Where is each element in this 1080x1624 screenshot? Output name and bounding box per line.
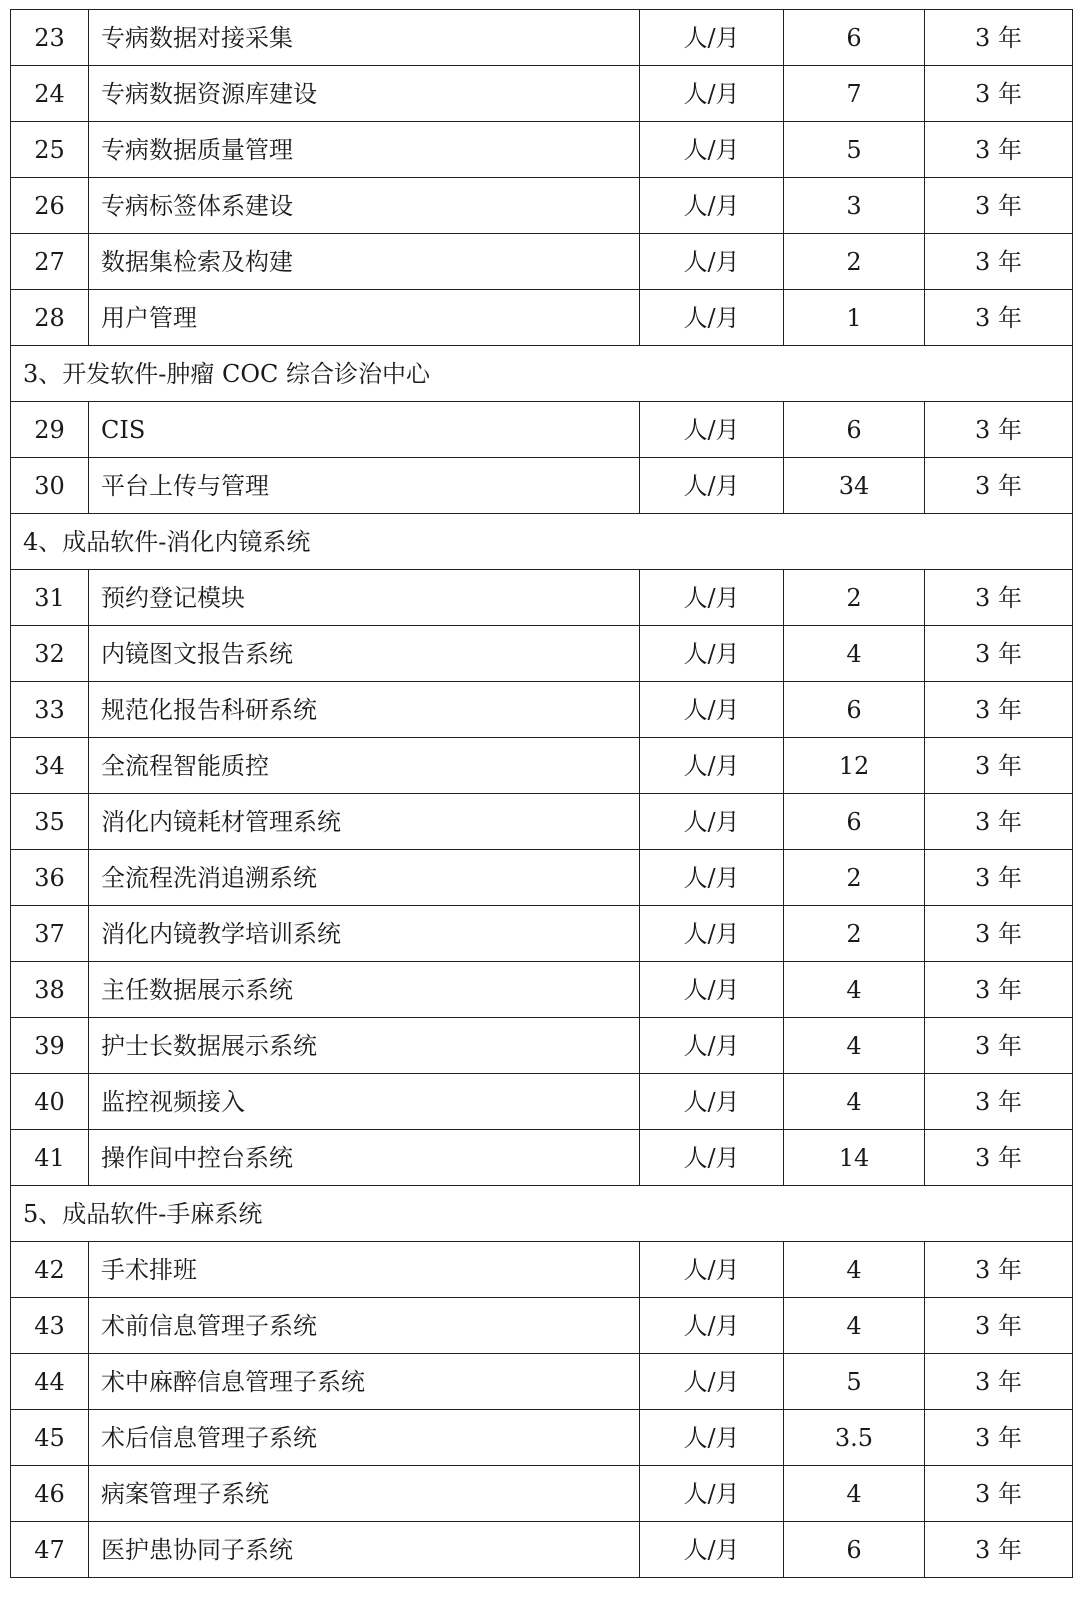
item-name: 内镜图文报告系统 xyxy=(89,626,640,682)
table-row xyxy=(11,1298,1073,1354)
quantity-cell: 4 xyxy=(784,1018,925,1074)
quantity-cell: 5 xyxy=(784,1354,925,1410)
table-row xyxy=(11,178,1073,234)
item-name: 规范化报告科研系统 xyxy=(89,682,640,738)
unit-cell: 人/月 xyxy=(640,1130,784,1186)
section-title: 3、开发软件-肿瘤 COC 综合诊治中心 xyxy=(11,346,1073,402)
term-cell: 3 年 xyxy=(925,1466,1073,1522)
term-cell: 3 年 xyxy=(925,402,1073,458)
row-number: 28 xyxy=(11,290,89,346)
term-cell: 3 年 xyxy=(925,178,1073,234)
row-number: 41 xyxy=(11,1130,89,1186)
row-number: 42 xyxy=(11,1242,89,1298)
item-name: 消化内镜耗材管理系统 xyxy=(89,794,640,850)
term-cell: 3 年 xyxy=(925,1298,1073,1354)
row-number: 30 xyxy=(11,458,89,514)
table-row xyxy=(11,1242,1073,1298)
table-row xyxy=(11,1018,1073,1074)
unit-cell: 人/月 xyxy=(640,1522,784,1578)
term-cell: 3 年 xyxy=(925,10,1073,66)
unit-cell: 人/月 xyxy=(640,234,784,290)
row-number: 26 xyxy=(11,178,89,234)
row-number: 35 xyxy=(11,794,89,850)
row-number: 43 xyxy=(11,1298,89,1354)
unit-cell: 人/月 xyxy=(640,682,784,738)
row-number: 24 xyxy=(11,66,89,122)
term-cell: 3 年 xyxy=(925,626,1073,682)
unit-cell: 人/月 xyxy=(640,66,784,122)
quantity-cell: 6 xyxy=(784,10,925,66)
unit-cell: 人/月 xyxy=(640,570,784,626)
unit-cell: 人/月 xyxy=(640,1466,784,1522)
unit-cell: 人/月 xyxy=(640,1074,784,1130)
item-name: 专病数据对接采集 xyxy=(89,10,640,66)
unit-cell: 人/月 xyxy=(640,10,784,66)
table-row xyxy=(11,402,1073,458)
quantity-cell: 4 xyxy=(784,1466,925,1522)
quantity-cell: 4 xyxy=(784,962,925,1018)
quantity-cell: 3 xyxy=(784,178,925,234)
table-row xyxy=(11,290,1073,346)
term-cell: 3 年 xyxy=(925,570,1073,626)
table-row xyxy=(11,1522,1073,1578)
quantity-cell: 7 xyxy=(784,66,925,122)
term-cell: 3 年 xyxy=(925,234,1073,290)
quantity-cell: 6 xyxy=(784,794,925,850)
quantity-cell: 4 xyxy=(784,1074,925,1130)
item-name: 专病标签体系建设 xyxy=(89,178,640,234)
item-name: 全流程洗消追溯系统 xyxy=(89,850,640,906)
table-row xyxy=(11,794,1073,850)
term-cell: 3 年 xyxy=(925,1074,1073,1130)
item-name: 全流程智能质控 xyxy=(89,738,640,794)
row-number: 44 xyxy=(11,1354,89,1410)
term-cell: 3 年 xyxy=(925,682,1073,738)
quantity-cell: 12 xyxy=(784,738,925,794)
unit-cell: 人/月 xyxy=(640,1298,784,1354)
table-row xyxy=(11,626,1073,682)
unit-cell: 人/月 xyxy=(640,738,784,794)
row-number: 29 xyxy=(11,402,89,458)
term-cell: 3 年 xyxy=(925,1130,1073,1186)
item-name: 数据集检索及构建 xyxy=(89,234,640,290)
term-cell: 3 年 xyxy=(925,962,1073,1018)
item-name: 主任数据展示系统 xyxy=(89,962,640,1018)
quantity-cell: 34 xyxy=(784,458,925,514)
table-row xyxy=(11,234,1073,290)
table-row xyxy=(11,906,1073,962)
item-name: 手术排班 xyxy=(89,1242,640,1298)
row-number: 31 xyxy=(11,570,89,626)
section-header-row xyxy=(11,346,1073,402)
term-cell: 3 年 xyxy=(925,1522,1073,1578)
table-row xyxy=(11,1466,1073,1522)
item-name: 操作间中控台系统 xyxy=(89,1130,640,1186)
item-name: CIS xyxy=(89,402,640,458)
term-cell: 3 年 xyxy=(925,906,1073,962)
table-row xyxy=(11,10,1073,66)
unit-cell: 人/月 xyxy=(640,458,784,514)
item-name: 病案管理子系统 xyxy=(89,1466,640,1522)
term-cell: 3 年 xyxy=(925,66,1073,122)
row-number: 37 xyxy=(11,906,89,962)
row-number: 45 xyxy=(11,1410,89,1466)
quantity-cell: 2 xyxy=(784,234,925,290)
quantity-cell: 2 xyxy=(784,570,925,626)
quantity-cell: 6 xyxy=(784,1522,925,1578)
unit-cell: 人/月 xyxy=(640,962,784,1018)
quantity-cell: 5 xyxy=(784,122,925,178)
row-number: 34 xyxy=(11,738,89,794)
table-row xyxy=(11,458,1073,514)
term-cell: 3 年 xyxy=(925,1410,1073,1466)
item-name: 医护患协同子系统 xyxy=(89,1522,640,1578)
table-row xyxy=(11,122,1073,178)
section-title: 5、成品软件-手麻系统 xyxy=(11,1186,1073,1242)
unit-cell: 人/月 xyxy=(640,850,784,906)
quantity-cell: 6 xyxy=(784,682,925,738)
term-cell: 3 年 xyxy=(925,850,1073,906)
row-number: 47 xyxy=(11,1522,89,1578)
unit-cell: 人/月 xyxy=(640,402,784,458)
unit-cell: 人/月 xyxy=(640,906,784,962)
unit-cell: 人/月 xyxy=(640,794,784,850)
table-row xyxy=(11,1130,1073,1186)
table-row xyxy=(11,1074,1073,1130)
row-number: 33 xyxy=(11,682,89,738)
table-row xyxy=(11,570,1073,626)
table-row xyxy=(11,1410,1073,1466)
item-name: 消化内镜教学培训系统 xyxy=(89,906,640,962)
term-cell: 3 年 xyxy=(925,1354,1073,1410)
quantity-cell: 4 xyxy=(784,1298,925,1354)
row-number: 36 xyxy=(11,850,89,906)
quantity-cell: 2 xyxy=(784,906,925,962)
section-header-row xyxy=(11,514,1073,570)
row-number: 23 xyxy=(11,10,89,66)
item-name: 专病数据资源库建设 xyxy=(89,66,640,122)
unit-cell: 人/月 xyxy=(640,122,784,178)
section-title: 4、成品软件-消化内镜系统 xyxy=(11,514,1073,570)
unit-cell: 人/月 xyxy=(640,1018,784,1074)
term-cell: 3 年 xyxy=(925,122,1073,178)
unit-cell: 人/月 xyxy=(640,1242,784,1298)
service-items-table xyxy=(10,9,1073,1578)
item-name: 监控视频接入 xyxy=(89,1074,640,1130)
term-cell: 3 年 xyxy=(925,1018,1073,1074)
table-row xyxy=(11,962,1073,1018)
item-name: 护士长数据展示系统 xyxy=(89,1018,640,1074)
unit-cell: 人/月 xyxy=(640,626,784,682)
quantity-cell: 6 xyxy=(784,402,925,458)
item-name: 术后信息管理子系统 xyxy=(89,1410,640,1466)
term-cell: 3 年 xyxy=(925,290,1073,346)
table-row xyxy=(11,850,1073,906)
quantity-cell: 14 xyxy=(784,1130,925,1186)
unit-cell: 人/月 xyxy=(640,290,784,346)
item-name: 预约登记模块 xyxy=(89,570,640,626)
row-number: 32 xyxy=(11,626,89,682)
table-row xyxy=(11,66,1073,122)
term-cell: 3 年 xyxy=(925,738,1073,794)
quantity-cell: 2 xyxy=(784,850,925,906)
row-number: 25 xyxy=(11,122,89,178)
quantity-cell: 4 xyxy=(784,1242,925,1298)
table-row xyxy=(11,682,1073,738)
row-number: 39 xyxy=(11,1018,89,1074)
row-number: 27 xyxy=(11,234,89,290)
quantity-cell: 1 xyxy=(784,290,925,346)
item-name: 术中麻醉信息管理子系统 xyxy=(89,1354,640,1410)
row-number: 46 xyxy=(11,1466,89,1522)
table-row xyxy=(11,738,1073,794)
quantity-cell: 4 xyxy=(784,626,925,682)
item-name: 术前信息管理子系统 xyxy=(89,1298,640,1354)
table-body xyxy=(11,10,1073,1578)
row-number: 40 xyxy=(11,1074,89,1130)
section-header-row xyxy=(11,1186,1073,1242)
unit-cell: 人/月 xyxy=(640,1354,784,1410)
unit-cell: 人/月 xyxy=(640,178,784,234)
term-cell: 3 年 xyxy=(925,1242,1073,1298)
row-number: 38 xyxy=(11,962,89,1018)
item-name: 专病数据质量管理 xyxy=(89,122,640,178)
term-cell: 3 年 xyxy=(925,794,1073,850)
table-row xyxy=(11,1354,1073,1410)
unit-cell: 人/月 xyxy=(640,1410,784,1466)
item-name: 用户管理 xyxy=(89,290,640,346)
item-name: 平台上传与管理 xyxy=(89,458,640,514)
quantity-cell: 3.5 xyxy=(784,1410,925,1466)
term-cell: 3 年 xyxy=(925,458,1073,514)
